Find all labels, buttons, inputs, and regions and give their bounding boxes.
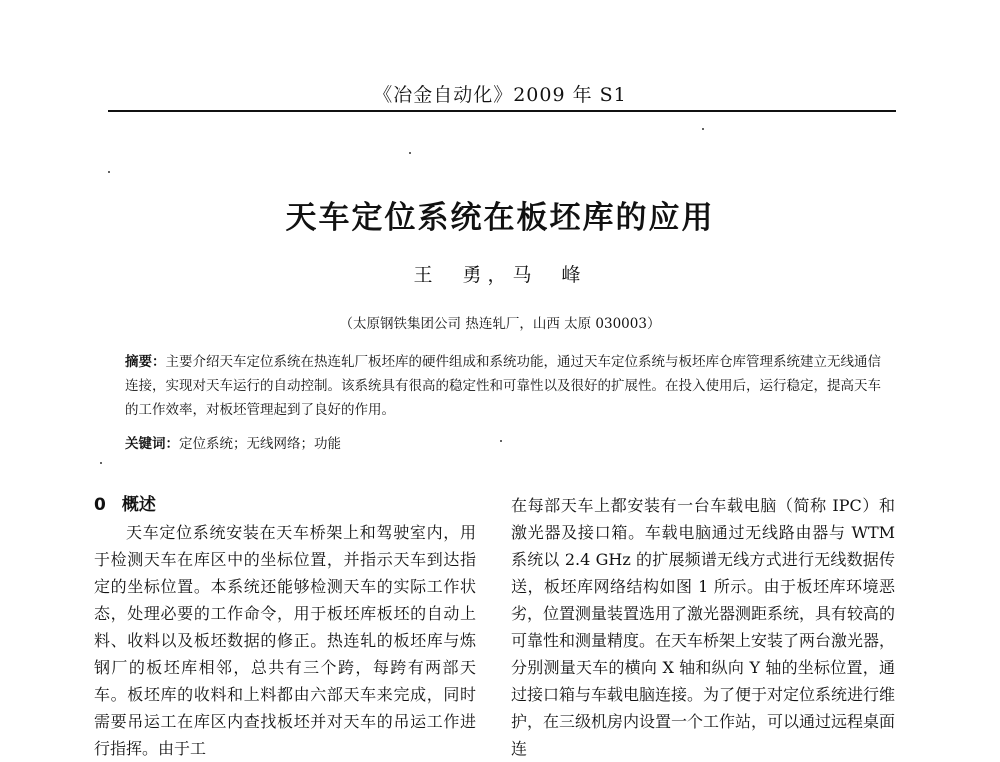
- keywords-block: [125, 432, 885, 456]
- scan-speck: [500, 440, 502, 442]
- article-affiliation: （太原钢铁集团公司 热连轧厂，山西 太原 030003）: [339, 316, 661, 332]
- section-title: 概述: [121, 495, 156, 515]
- right-paragraph: 在每部天车上都安装有一台车载电脑（简称 IPC）和激光器及接口箱。车载电脑通过无线路由器与 WTM 系统以 2.4 GHz 的扩展频谱无线方式进行无线数据传送，板坯库网络结构如图 1 所示。由于板坯库环境恶劣，位置测量装置选用了激光器测距系统，具有较高的可靠性和测量精度。在天车桥架上安装了两台激光器，分别测量天车的横向 X 轴和纵向 Y 轴的坐标位置，通过接口箱与车载电脑连接。为了便于对定位系统进行维护，在三级机房内设置一个工作站，可以通过远程桌面连: [511, 496, 896, 758]
- keywords-text: 定位系统；无线网络；功能: [179, 436, 341, 452]
- header-rule: [108, 110, 896, 112]
- left-column: [94, 492, 476, 762]
- abstract-block: [125, 350, 885, 422]
- right-column: [511, 492, 895, 762]
- article-authors: 王 勇，马 峰: [413, 264, 587, 286]
- scan-speck: [409, 152, 411, 154]
- scan-speck: [108, 171, 110, 173]
- article-title: 天车定位系统在板坯库的应用: [285, 200, 715, 236]
- abstract-label: 摘要：: [125, 354, 166, 370]
- section-number: 0: [94, 495, 106, 515]
- journal-header: 《冶金自动化》2009 年 S1: [373, 84, 627, 106]
- scan-speck: [100, 462, 102, 464]
- left-paragraph: 天车定位系统安装在天车桥架上和驾驶室内，用于检测天车在库区中的坐标位置，并指示天车到达指定的坐标位置。本系统还能够检测天车的实际工作状态，处理必要的工作命令，用于板坯库板坯的自动上料、收料以及板坯数据的修正。热连轧的板坯库与炼钢厂的板坯库相邻，总共有三个跨，每跨有两部天车。板坯库的收料和上料都由六部天车来完成，同时需要吊运工在库区内查找板坯并对天车的吊运工作进行指挥。由于工: [94, 523, 476, 758]
- keywords-label: 关键词：: [125, 436, 179, 452]
- scan-speck: [702, 128, 704, 130]
- section-heading: [94, 492, 476, 519]
- abstract-text: 主要介绍天车定位系统在热连轧厂板坯库的硬件组成和系统功能，通过天车定位系统与板坯库仓库管理系统建立无线通信连接，实现对天车运行的自动控制。该系统具有很高的稳定性和可靠性以及很好的扩展性。在投入使用后，运行稳定，提高天车的工作效率，对板坯管理起到了良好的作用。: [125, 354, 881, 418]
